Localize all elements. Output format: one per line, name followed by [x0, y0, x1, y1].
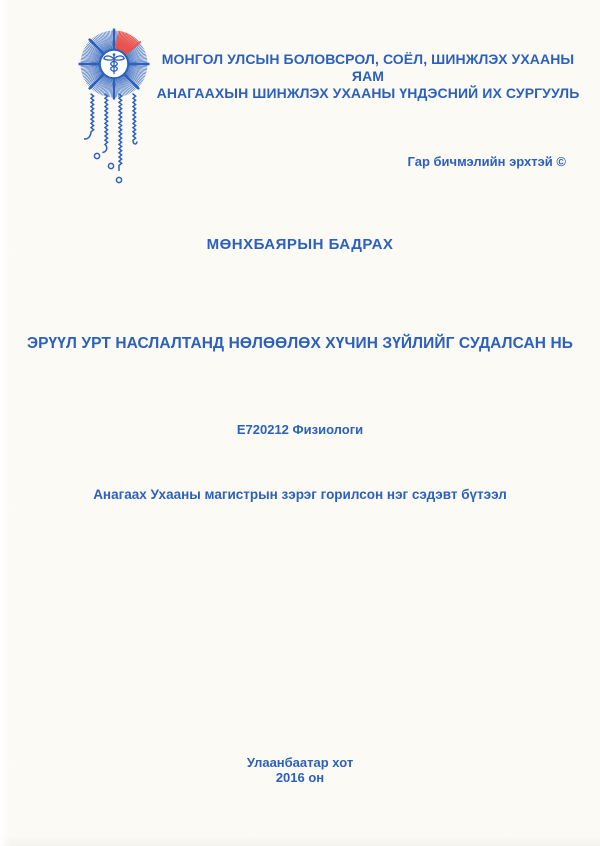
university-name: АНАГААХЫН ШИНЖЛЭХ УХААНЫ ҮНДЭСНИЙ ИХ СУРГУУЛЬ — [156, 85, 580, 101]
traditional-mongolian-script — [84, 92, 142, 188]
ministry-name: МОНГОЛ УЛСЫН БОЛОВСРОЛ, СОЁЛ, ШИНЖЛЭХ УХААНЫ ЯАМ — [161, 51, 575, 84]
author-name: МӨНХБАЯРЫН БАДРАХ — [206, 236, 394, 253]
footer-city: Улаанбаатар хот — [246, 755, 354, 770]
degree-subtitle: Анагаах Ухааны магистрын зэрэг горилсон нэг сэдэвт бүтээл — [93, 487, 507, 502]
program-code: Е720212 Физиологи — [236, 422, 364, 437]
institution-header — [150, 51, 586, 102]
university-emblem — [78, 28, 150, 100]
footer-year: 2016 он — [275, 770, 325, 785]
manuscript-rights-note: Гар бичмэлийн эрхтэй © — [407, 154, 566, 169]
footer — [0, 755, 600, 785]
thesis-title: ЭРҮҮЛ УРТ НАСЛАЛТАНД НӨЛӨӨЛӨХ ХҮЧИН ЗҮЙЛИЙГ СУДАЛСАН НЬ — [26, 335, 574, 352]
mongolian-script-icon — [84, 92, 142, 188]
sunburst-emblem-icon — [78, 28, 150, 100]
